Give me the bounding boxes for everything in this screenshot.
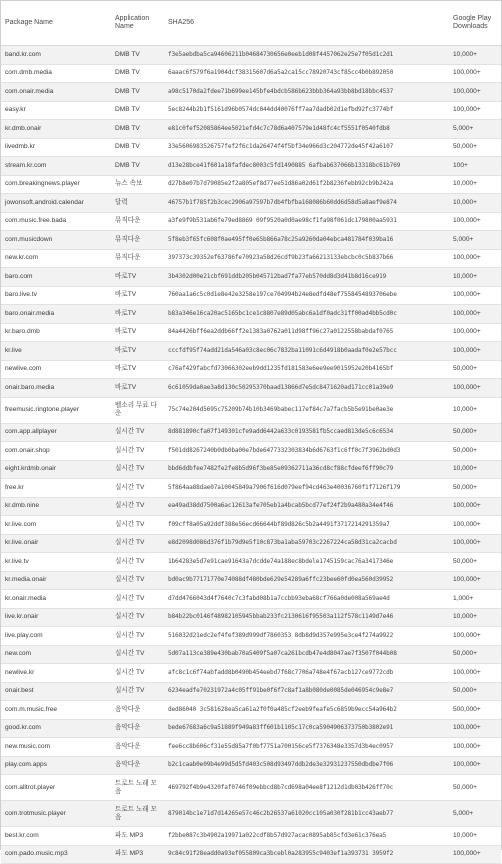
downloads-cell: 100,000+	[449, 756, 501, 775]
sha256-cell: 84a4426bff6ea2ddb66ff2e1383a0762a011d98ff96c27a0122558babdaf0765	[164, 323, 449, 342]
sha256-cell: 6aaac6f579f6a1904dcf38315607d6a5a2ca15cc78920743cf85cc4b0b892050	[164, 64, 449, 83]
sha256-cell: 5f8eb3f65fc608f0ae495ff0e65b866a78c25a9260da04ebca481784f039ba16	[164, 231, 449, 250]
sha256-cell: ded86040 3c581628ea5ca61a2f0f0a485cf2eeb9feafe5c6859b9ecc54a964b2	[164, 701, 449, 720]
package-name-cell: com.alltrot.player	[1, 775, 111, 801]
application-name-cell: 실시간 TV	[111, 664, 164, 683]
application-name-cell: 뮤직다운	[111, 249, 164, 268]
sha256-cell: 469792f4b9e4320faf0746f09ebbcd8b7cd698a04ee8f1212d1db03b426ff70c	[164, 775, 449, 801]
table-row	[1, 719, 501, 738]
sha256-cell: bd0ac9b77171770e74088df480bde629e54289a6ffc23bee60fd0ea560d39952	[164, 571, 449, 590]
downloads-cell: 100,000+	[449, 64, 501, 83]
downloads-cell: 10,000+	[449, 194, 501, 213]
application-name-cell: 뮤직다운	[111, 231, 164, 250]
header-downloads: Google Play Downloads	[449, 1, 501, 46]
sha256-cell: 33e5606983526757fef2f6c1da26474f4f5bf34e966d3c204772de45f42a6107	[164, 138, 449, 157]
downloads-cell: 10,000+	[449, 268, 501, 287]
downloads-cell: 100,000+	[449, 342, 501, 361]
package-name-cell: onair.best	[1, 682, 111, 701]
application-name-cell: 실시간 TV	[111, 442, 164, 461]
package-name-cell: livedmb.kr	[1, 138, 111, 157]
table-row	[1, 845, 501, 864]
header-row	[1, 1, 501, 46]
table-row	[1, 775, 501, 801]
sha256-cell: 760aa1a6c5c0d1e8e42e3258e197ce704994b24e8edfd48ef7558454893706ebe	[164, 286, 449, 305]
table-row	[1, 138, 501, 157]
application-name-cell: 바로TV	[111, 360, 164, 379]
application-name-cell: 바로TV	[111, 286, 164, 305]
table-row	[1, 664, 501, 683]
header-sha256: SHA256	[164, 1, 449, 46]
package-name-cell: band.kr.com	[1, 46, 111, 65]
downloads-cell: 100,000+	[449, 664, 501, 683]
application-name-cell: 바로TV	[111, 342, 164, 361]
sha256-cell: 516032d21edc2ef4fef389d999df7860353 8db8d9d357e995e3ce4f274a9922	[164, 627, 449, 646]
application-name-cell: 실시간 TV	[111, 571, 164, 590]
package-name-cell: stream.kr.com	[1, 157, 111, 176]
downloads-cell: 50,000+	[449, 360, 501, 379]
sha256-cell: 3b4302d00e21cbf691ddb205b045712bad7fa77eb570dd8d3d41b8d16ce919	[164, 268, 449, 287]
sha256-cell: f2bbe087c3b4902a19971a022cdf8b57d927acac0895ab85cfd3e61c376ea5	[164, 827, 449, 846]
downloads-cell: 50,000+	[449, 479, 501, 498]
downloads-cell: 100,000+	[449, 627, 501, 646]
table-row	[1, 423, 501, 442]
sha256-cell: 397373c39352ef63786fe70923a58d26cdf9b23fa66213133ebcbc0c5b837b66	[164, 249, 449, 268]
downloads-cell: 50,000+	[449, 645, 501, 664]
package-name-cell: play.com.apps	[1, 756, 111, 775]
table-row	[1, 645, 501, 664]
sha256-cell: bbd6ddbfee7482fe2fe8b5d96f3be85e09362711a36cd8cf88cfdeef6ff90c79	[164, 460, 449, 479]
application-name-cell: DMB TV	[111, 83, 164, 102]
table-row	[1, 497, 501, 516]
table-row	[1, 46, 501, 65]
sha256-cell: e81c0fef52085864ee5021efd4c7c78d6a407579e1d48fc4cf5551f0540fdb8	[164, 120, 449, 139]
sha256-cell: d7dd4766043d4f7640c7c3fabd08b1a7ccbb93eba68cf766a0de008a569ae4d	[164, 590, 449, 609]
package-name-cell: com.app.allplayer	[1, 423, 111, 442]
application-name-cell: 파도 MP3	[111, 827, 164, 846]
application-name-cell: DMB TV	[111, 120, 164, 139]
table-row	[1, 553, 501, 572]
table-row	[1, 212, 501, 231]
table-row	[1, 534, 501, 553]
table-row	[1, 101, 501, 120]
downloads-cell: 50,000+	[449, 423, 501, 442]
table-row	[1, 342, 501, 361]
sha256-cell: b2c1caab0e09b4e99d5d5fd403c508d93497ddb2de3e32931237550dbdbe7f06	[164, 756, 449, 775]
sha256-cell: c76af429fabcfd73066302eeb9dd1235fd181583e6ee9ee9015952e20b4165bf	[164, 360, 449, 379]
downloads-cell: 100,000+	[449, 249, 501, 268]
package-name-cell: new.music.com	[1, 738, 111, 757]
sha256-cell: 6c61059da0ae3a8d130c50295370baad13866d7e5dc8471620ad171cc01a39e9	[164, 379, 449, 398]
downloads-cell: 100,000+	[449, 738, 501, 757]
application-name-cell: DMB TV	[111, 157, 164, 176]
application-name-cell: 실시간 TV	[111, 479, 164, 498]
package-name-cell: eight.krdmb.onair	[1, 460, 111, 479]
sha256-cell: 879014bc1e71d7d14265e57c46c2b26537a61020cc105a030f281b1cc43aeb77	[164, 801, 449, 827]
table-row	[1, 83, 501, 102]
application-name-cell: 파도 MP3	[111, 845, 164, 864]
sha256-cell: f501dd8267240b0db0ba00e7bde6477332303834b6d6763f1c6ff0c7f3962bd0d3	[164, 442, 449, 461]
application-name-cell: 실시간 TV	[111, 608, 164, 627]
table-row	[1, 627, 501, 646]
downloads-cell: 100,000+	[449, 497, 501, 516]
package-name-cell: com.dmb.media	[1, 64, 111, 83]
table-row	[1, 460, 501, 479]
sha256-cell: bede67683a6c9a51889f949a83ff601b1105c17c0ca5904906373750b3802e91	[164, 719, 449, 738]
package-name-cell: free.kr	[1, 479, 111, 498]
sha256-cell: fee6cc8b606cf31e55d85a7f0bf7751a700156ce5f7376348e3357d3b4ec0957	[164, 738, 449, 757]
package-table	[1, 1, 501, 864]
sha256-cell: 9c84c91f28eadd0a93ef055809ca3bcebl0a283955c9403ef1a393731 3959f2	[164, 845, 449, 864]
application-name-cell: 음악다운	[111, 701, 164, 720]
application-name-cell: 실시간 TV	[111, 553, 164, 572]
sha256-cell: 5ec8244b2b1f5161d96b0574dc044dd40076ff7aa7dadb02d1efbd92fc3774bf	[164, 101, 449, 120]
downloads-cell: 10,000+	[449, 46, 501, 65]
sha256-cell: d13e28bce41f601a18fafdec8003c5fd1490885 6afbab637066b13318bc61b769	[164, 157, 449, 176]
application-name-cell: 바로TV	[111, 305, 164, 324]
application-name-cell: 바로TV	[111, 323, 164, 342]
application-name-cell: 트로트 노래 모음	[111, 801, 164, 827]
sha256-cell: a3fe9f9b531ab6fe79ed8869 09f9520a0d0ae98cf1fa98f061dc179800aa5931	[164, 212, 449, 231]
sha256-cell: 5d07a113ce389e430bab70a5409f5a07ca261bcdb47e4d8047ae7f3507f044b08	[164, 645, 449, 664]
table-row	[1, 608, 501, 627]
sha256-cell: ea49ad38dd7500a6ac12613afe705eb1a4bcab5bcd77ef24f2b9a480a34e4f46	[164, 497, 449, 516]
package-name-cell: com.onair.media	[1, 83, 111, 102]
application-name-cell: 실시간 TV	[111, 627, 164, 646]
sha256-cell: 5f864aa88dae07a10045849a7906f616d079eef94cd463e40036760f1f7126f179	[164, 479, 449, 498]
sha256-cell: b83a346e16ca20ac5165bc1ce1c8807e89d05abc6a1df0adc31ff00ad4bb5cd0c	[164, 305, 449, 324]
downloads-cell: 100,000+	[449, 323, 501, 342]
package-name-cell: good.kr.com	[1, 719, 111, 738]
package-name-cell: com.music.free.bada	[1, 212, 111, 231]
table-row	[1, 360, 501, 379]
sha256-cell: 75c74e204d5695c75209b74b10b3469babec117ef84c7a7facb5b5e91be0ae3e	[164, 397, 449, 423]
package-name-cell: baro.com	[1, 268, 111, 287]
application-name-cell: 트로트 노래 모음	[111, 775, 164, 801]
package-name-cell: kr.dmb.nine	[1, 497, 111, 516]
sha256-cell: cccfdf95f74add21da546a03c8ec06c7832ba11091c6d4918b0aadaf0e2e57bcc	[164, 342, 449, 361]
package-name-cell: easy.kr	[1, 101, 111, 120]
downloads-cell: 100,000+	[449, 571, 501, 590]
package-name-cell: new.com	[1, 645, 111, 664]
downloads-cell: 10,000+	[449, 175, 501, 194]
package-name-cell: kr.media.onair	[1, 571, 111, 590]
downloads-cell: 100,000+	[449, 516, 501, 535]
package-name-cell: baro.onair.media	[1, 305, 111, 324]
sha256-cell: 6234eadfe70231972a4c05ff91be0f6f7c8af1a8b080de0085de046954c9e8e7	[164, 682, 449, 701]
table-row	[1, 516, 501, 535]
table-row	[1, 286, 501, 305]
sha256-cell: d27b8e07b7d79085e2f2a805ef8d77ee51d86a02d61f2b8236febb92cb9b242a	[164, 175, 449, 194]
downloads-cell: 100,000+	[449, 305, 501, 324]
downloads-cell: 50,000+	[449, 553, 501, 572]
downloads-cell: 50,000+	[449, 138, 501, 157]
downloads-cell: 100,000+	[449, 845, 501, 864]
downloads-cell: 100,000+	[449, 719, 501, 738]
table-row	[1, 120, 501, 139]
application-name-cell: 바로TV	[111, 268, 164, 287]
application-name-cell: DMB TV	[111, 46, 164, 65]
sha256-cell: e8d2098d086d376f1b79d9e5f10c873ba1aba59703c2267224ca58d31ca2cacbd	[164, 534, 449, 553]
downloads-cell: 50,000+	[449, 775, 501, 801]
table-row	[1, 479, 501, 498]
application-name-cell: 달력	[111, 194, 164, 213]
package-name-cell: live.play.com	[1, 627, 111, 646]
downloads-cell: 100+	[449, 157, 501, 176]
application-name-cell: 실시간 TV	[111, 460, 164, 479]
downloads-cell: 100,000+	[449, 286, 501, 305]
table-row	[1, 268, 501, 287]
package-name-cell: com.musicdown	[1, 231, 111, 250]
table-row	[1, 801, 501, 827]
package-name-cell: kr.onair.media	[1, 590, 111, 609]
header-application-name: Application Name	[111, 1, 164, 46]
sha256-cell: b84b22bc0146f48982105945bbab233fc2130616f95503a112f578c1149d7e46	[164, 608, 449, 627]
sha256-cell: a98c5170da2fdee71b699ee145bfe4bdcb586b623bbb364a93bb8bd18bbc4537	[164, 83, 449, 102]
package-name-cell: newlive.com	[1, 360, 111, 379]
downloads-cell: 10,000+	[449, 397, 501, 423]
package-name-cell: live.kr.onair	[1, 608, 111, 627]
package-name-cell: newlive.kr	[1, 664, 111, 683]
application-name-cell: 벨소리 무료 다운	[111, 397, 164, 423]
downloads-cell: 100,000+	[449, 534, 501, 553]
table-row	[1, 64, 501, 83]
sha256-cell: 46757b1f785f2b3cec2906a97597b7db4fbfba168086b60dd6d58d5a8aef9e874	[164, 194, 449, 213]
table-row	[1, 249, 501, 268]
downloads-cell: 5,000+	[449, 120, 501, 139]
downloads-cell: 100,000+	[449, 101, 501, 120]
package-name-cell: kr.dmb.onair	[1, 120, 111, 139]
application-name-cell: 음악다운	[111, 719, 164, 738]
sha256-cell: 8d881890cfa07f149301cfe9add6442a633c0193581fb5ccaed813de5c6c6534	[164, 423, 449, 442]
application-name-cell: 뉴스 속보	[111, 175, 164, 194]
application-name-cell: 뮤직다운	[111, 212, 164, 231]
application-name-cell: 실시간 TV	[111, 645, 164, 664]
table-row	[1, 323, 501, 342]
downloads-cell: 50,000+	[449, 442, 501, 461]
application-name-cell: DMB TV	[111, 64, 164, 83]
header-package-name: Package Name	[1, 1, 111, 46]
package-name-cell: kr.live	[1, 342, 111, 361]
table-row	[1, 194, 501, 213]
package-name-cell: com.m.music.free	[1, 701, 111, 720]
package-name-cell: freemusic.ringtone.player	[1, 397, 111, 423]
table-row	[1, 175, 501, 194]
sha256-cell: f09cff8a05a92ddf388e56ecd66644bf89d826c5b2a4491f3717214291359a7	[164, 516, 449, 535]
application-name-cell: 음악다운	[111, 756, 164, 775]
downloads-cell: 50,000+	[449, 682, 501, 701]
package-name-cell: kr.live.com	[1, 516, 111, 535]
package-name-cell: kr.live.onair	[1, 534, 111, 553]
application-name-cell: 실시간 TV	[111, 497, 164, 516]
package-name-cell: baro.live.tv	[1, 286, 111, 305]
downloads-cell: 1,000+	[449, 590, 501, 609]
table-row	[1, 397, 501, 423]
table-row	[1, 682, 501, 701]
table-row	[1, 231, 501, 250]
package-name-cell: best.kr.com	[1, 827, 111, 846]
downloads-cell: 100,000+	[449, 212, 501, 231]
package-name-cell: kr.live.tv	[1, 553, 111, 572]
package-name-cell: com.onair.shop	[1, 442, 111, 461]
table-row	[1, 442, 501, 461]
package-name-cell: com.trotmusic.player	[1, 801, 111, 827]
downloads-cell: 5,000+	[449, 231, 501, 250]
application-name-cell: 실시간 TV	[111, 516, 164, 535]
application-name-cell: 실시간 TV	[111, 682, 164, 701]
table-row	[1, 701, 501, 720]
package-name-cell: kr.baro.dmb	[1, 323, 111, 342]
table-row	[1, 756, 501, 775]
table-row	[1, 590, 501, 609]
table-row	[1, 827, 501, 846]
table-row	[1, 305, 501, 324]
sha256-cell: 1b64283e5d7e91cae91643a7dcdde74a188ec8bdele1745159cac76a3417346e	[164, 553, 449, 572]
application-name-cell: 바로TV	[111, 379, 164, 398]
table-row	[1, 379, 501, 398]
package-name-cell: jowonsoft.android.calendar	[1, 194, 111, 213]
table-row	[1, 157, 501, 176]
downloads-cell: 10,000+	[449, 460, 501, 479]
table-body	[1, 46, 501, 864]
sha256-cell: afc8c1c6f74abfadd8b0490b454eebd7f68c7706a748e4f67acb127ce9772cdb	[164, 664, 449, 683]
application-name-cell: 실시간 TV	[111, 423, 164, 442]
application-name-cell: DMB TV	[111, 138, 164, 157]
application-name-cell: 실시간 TV	[111, 534, 164, 553]
package-name-cell: onair.baro.media	[1, 379, 111, 398]
application-name-cell: 음악다운	[111, 738, 164, 757]
downloads-cell: 5,000+	[449, 801, 501, 827]
table-row	[1, 738, 501, 757]
downloads-cell: 100,000+	[449, 379, 501, 398]
table-row	[1, 571, 501, 590]
table-header	[1, 1, 501, 46]
downloads-cell: 500,000+	[449, 701, 501, 720]
sha256-cell: f3e5aebdba5ca94606211b04684730656e0eeb1d08f4457062e25e7f05d1c2d1	[164, 46, 449, 65]
application-name-cell: 실시간 TV	[111, 590, 164, 609]
package-name-cell: new.kr.com	[1, 249, 111, 268]
package-name-cell: com.breakingnews.player	[1, 175, 111, 194]
downloads-cell: 10,000+	[449, 827, 501, 846]
application-name-cell: DMB TV	[111, 101, 164, 120]
downloads-cell: 10,000+	[449, 608, 501, 627]
downloads-cell: 100,000+	[449, 83, 501, 102]
package-name-cell: com.pado.music.mp3	[1, 845, 111, 864]
